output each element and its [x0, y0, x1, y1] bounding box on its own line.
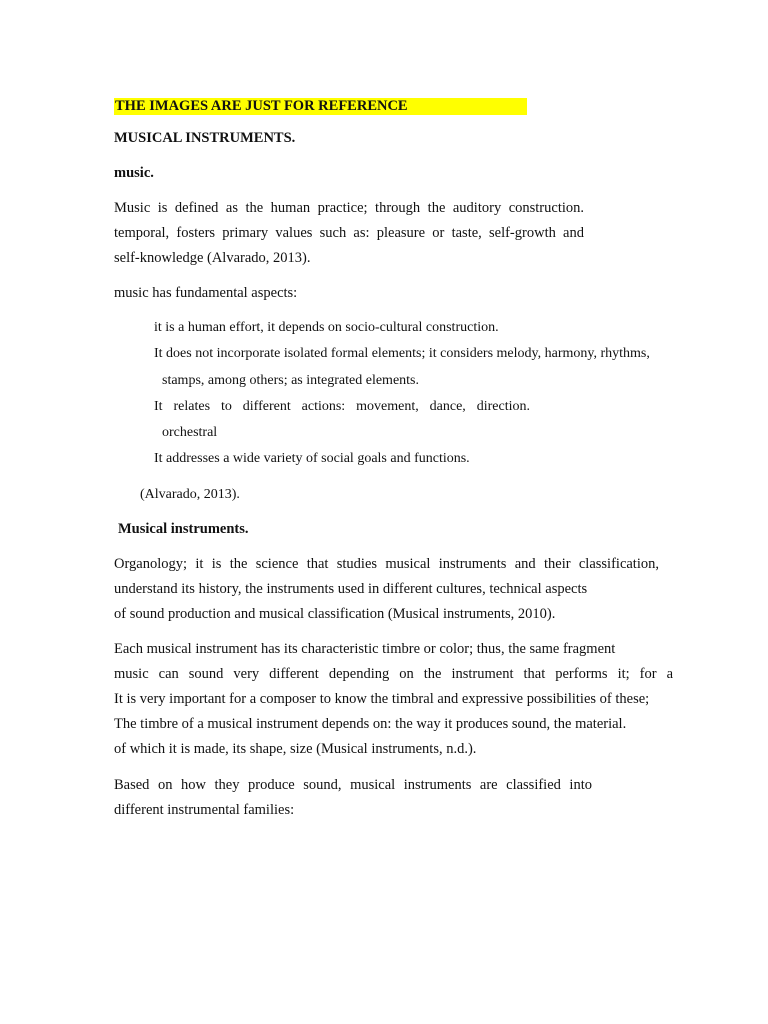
paragraph-line: Each musical instrument has its characteristic timbre or color; thus, the same fragment	[114, 641, 616, 657]
reference-notice	[114, 94, 527, 119]
paragraph-line: of sound production and musical classification (Musical instruments, 2010).	[114, 606, 556, 622]
paragraph-line: It is very important for a composer to know the timbral and expressive possibilities of these;	[114, 691, 650, 707]
list-item-text: It does not incorporate isolated formal elements; it considers melody, harmony, rhythms,	[154, 346, 650, 361]
timbre-paragraph	[114, 637, 673, 762]
music-heading: music.	[114, 165, 154, 181]
paragraph-line: of which it is made, its shape, size (Musical instruments, n.d.).	[114, 741, 477, 757]
classification-paragraph	[114, 773, 592, 823]
paragraph-line: different instrumental families:	[114, 802, 295, 818]
paragraph-line: The timbre of a musical instrument depends on: the way it produces sound, the material.	[114, 716, 627, 732]
aspects-list	[140, 315, 660, 472]
paragraph-line: Based on how they produce sound, musical instruments are classified into	[114, 777, 592, 793]
section-title: MUSICAL INSTRUMENTS.	[114, 130, 296, 146]
list-item	[140, 394, 660, 420]
instruments-heading: Musical instruments.	[118, 521, 249, 537]
list-item-continuation: orchestral	[162, 425, 218, 440]
paragraph-line: music can sound very different depending on the instrument that performs it; for a	[114, 666, 673, 682]
aspects-intro: music has fundamental aspects:	[114, 285, 298, 301]
music-definition-paragraph	[114, 196, 584, 271]
list-item	[140, 315, 660, 341]
list-item-continuation: stamps, among others; as integrated elements.	[162, 373, 419, 388]
list-item-text: It addresses a wide variety of social goals and functions.	[154, 451, 470, 466]
highlighted-notice-text: THE IMAGES ARE JUST FOR REFERENCE	[114, 98, 527, 115]
aspects-citation: (Alvarado, 2013).	[140, 487, 240, 502]
list-item-text: it is a human effort, it depends on socio-cultural construction.	[154, 320, 499, 335]
paragraph-line: temporal, fosters primary values such as: pleasure or taste, self-growth and	[114, 225, 584, 241]
list-item-text: It relates to different actions: movement, dance, direction.	[154, 399, 530, 414]
paragraph-line: Music is defined as the human practice; through the auditory construction.	[114, 200, 584, 216]
paragraph-line: Organology; it is the science that studies musical instruments and their classification,	[114, 556, 659, 572]
list-item	[140, 341, 660, 368]
paragraph-line: self-knowledge (Alvarado, 2013).	[114, 250, 311, 266]
paragraph-line: understand its history, the instruments used in different cultures, technical aspects	[114, 581, 588, 597]
organology-paragraph	[114, 552, 659, 627]
list-item	[140, 446, 660, 472]
